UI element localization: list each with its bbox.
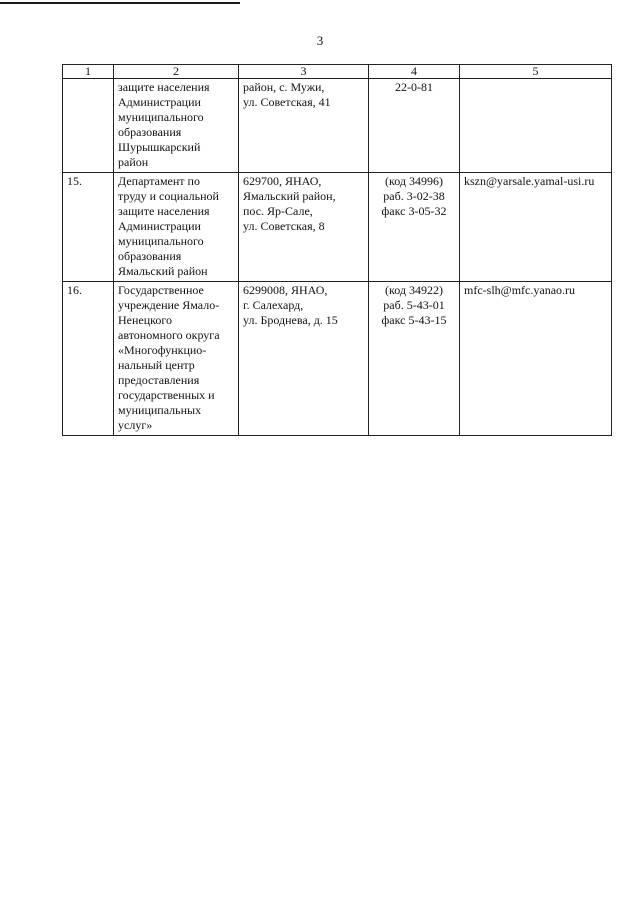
organization-cell (114, 173, 239, 282)
organization-line: предоставления (118, 373, 200, 387)
table-row (63, 79, 612, 173)
organization-line: услуг» (118, 418, 153, 432)
organization-line: труду и социальной (118, 189, 219, 203)
phone-cell (369, 173, 460, 282)
organization-line: Ненецкого (118, 313, 173, 327)
contacts-table (62, 64, 612, 436)
organization-line: район (118, 155, 149, 169)
address-line: г. Салехард, (243, 298, 304, 312)
phone-line: (код 34922) (385, 283, 443, 297)
organization-line: образования (118, 249, 182, 263)
address-cell (239, 79, 369, 173)
organization-line: Администрации (118, 219, 201, 233)
address-line: ул. Советская, 8 (243, 219, 325, 233)
table-row (63, 282, 612, 436)
organization-line: образования (118, 125, 182, 139)
organization-line: Администрации (118, 95, 201, 109)
phone-line: (код 34996) (385, 174, 443, 188)
address-line: ул. Броднева, д. 15 (243, 313, 338, 327)
phone-line: факс 5-43-15 (381, 313, 447, 327)
address-line: пос. Яр-Сале, (243, 204, 313, 218)
organization-line: учреждение Ямало- (118, 298, 220, 312)
email-cell (460, 79, 612, 173)
organization-line: защите населения (118, 80, 210, 94)
row-number-cell (63, 79, 114, 173)
row-number-cell: 15. (63, 173, 114, 282)
header-cell-3: 3 (239, 65, 369, 79)
organization-line: защите населения (118, 204, 210, 218)
organization-line: государственных и (118, 388, 215, 402)
address-line: район, с. Мужи, (243, 80, 325, 94)
top-rule (0, 2, 240, 4)
header-cell-4: 4 (369, 65, 460, 79)
phone-cell (369, 79, 460, 173)
organization-line: Государственное (118, 283, 204, 297)
organization-line: нальный центр (118, 358, 195, 372)
email-cell: kszn@yarsale.yamal-usi.ru (460, 173, 612, 282)
table-header-row (63, 65, 612, 79)
organization-line: «Многофункцио- (118, 343, 207, 357)
organization-line: муниципального (118, 110, 204, 124)
organization-line: муниципального (118, 234, 204, 248)
address-line: 629700, ЯНАО, (243, 174, 322, 188)
header-cell-5: 5 (460, 65, 612, 79)
organization-cell (114, 79, 239, 173)
address-cell (239, 282, 369, 436)
phone-line: 22-0-81 (395, 80, 433, 94)
address-line: 6299008, ЯНАО, (243, 283, 328, 297)
phone-line: факс 3-05-32 (381, 204, 447, 218)
organization-line: Шурышкарский (118, 140, 201, 154)
table-row (63, 173, 612, 282)
organization-line: Ямальский район (118, 264, 208, 278)
organization-cell (114, 282, 239, 436)
header-cell-2: 2 (114, 65, 239, 79)
organization-line: муниципальных (118, 403, 202, 417)
phone-cell (369, 282, 460, 436)
phone-line: раб. 3-02-38 (383, 189, 445, 203)
address-cell (239, 173, 369, 282)
row-number-cell: 16. (63, 282, 114, 436)
header-cell-1: 1 (63, 65, 114, 79)
address-line: ул. Советская, 41 (243, 95, 331, 109)
phone-line: раб. 5-43-01 (383, 298, 445, 312)
organization-line: автономного округа (118, 328, 220, 342)
organization-line: Департамент по (118, 174, 200, 188)
address-line: Ямальский район, (243, 189, 336, 203)
email-cell: mfc-slh@mfc.yanao.ru (460, 282, 612, 436)
page-number: 3 (316, 33, 324, 48)
